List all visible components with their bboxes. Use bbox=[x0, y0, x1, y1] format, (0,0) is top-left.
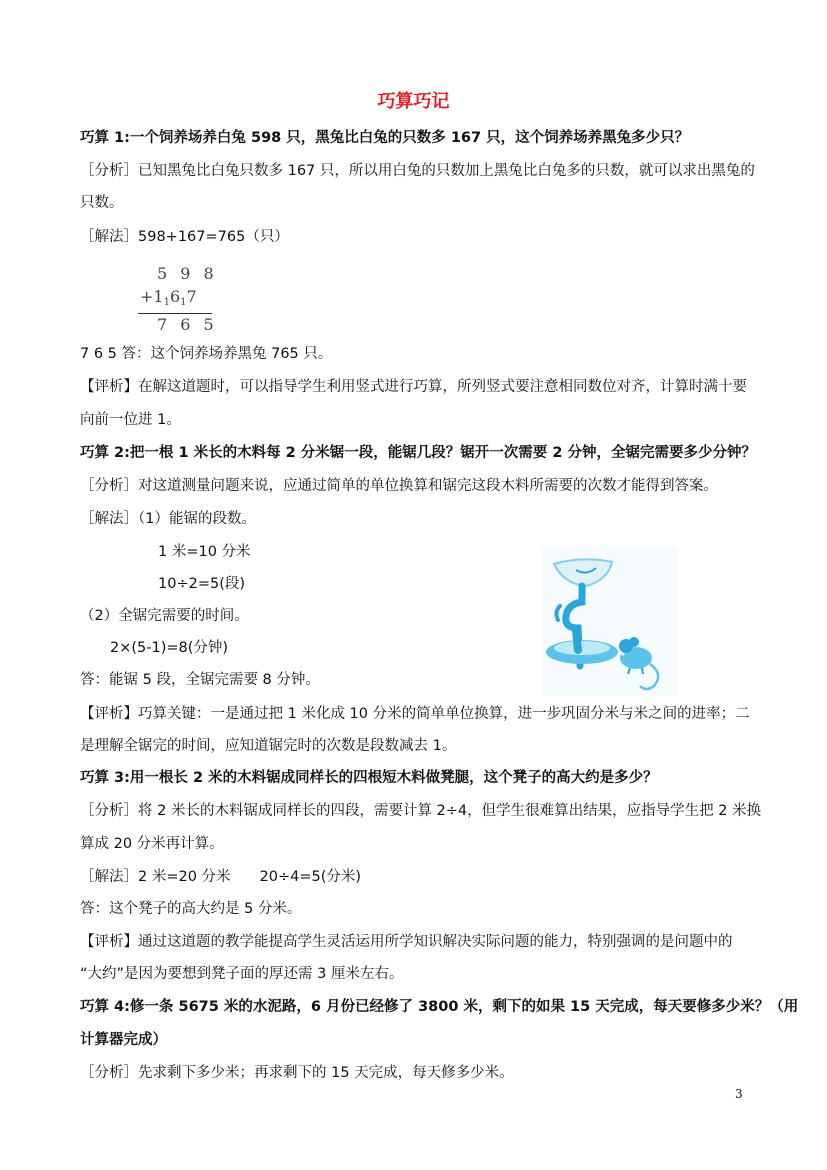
problem-2-line3: 2×(5-1)=8(分钟) bbox=[110, 640, 229, 656]
digit: 7 bbox=[186, 287, 197, 306]
vertical-row-1: 5 9 8 bbox=[157, 264, 218, 283]
problem-4-question-line2: 计算器完成） bbox=[80, 1032, 167, 1048]
problem-1-comment-line2: 向前一位进 1。 bbox=[80, 412, 181, 428]
carry-mark: 1 bbox=[163, 297, 170, 308]
vertical-row-2 bbox=[140, 287, 197, 308]
problem-2-comment-line2: 是理解全锯完的时间，应知道锯完时的次数是段数减去 1。 bbox=[80, 738, 457, 754]
problem-3-answer: 答：这个凳子的高大约是 5 分米。 bbox=[80, 901, 302, 917]
problem-3-analysis-line2: 算成 20 分米再计算。 bbox=[80, 836, 224, 852]
problem-2-line2: 10÷2=5(段) bbox=[158, 576, 246, 592]
sum-line bbox=[138, 313, 212, 314]
problem-1-analysis-line1: ［分析］已知黑兔比白兔只数多 167 只，所以用白兔的只数加上黑兔比白兔多的只数，就可以求出黑兔的 bbox=[80, 163, 755, 179]
page-number: 3 bbox=[735, 1087, 743, 1101]
problem-2-sub2: （2）全锯完需要的时间。 bbox=[80, 608, 249, 624]
problem-3-solution: ［解法］2 米=20 分米 20÷4=5(分米) bbox=[80, 869, 362, 885]
problem-1-question: 巧算 1:一个饲养场养白兔 598 只，黑兔比白兔的只数多 167 只，这个饲养场养黑兔多少只？ bbox=[80, 130, 690, 146]
digit: 1 bbox=[153, 287, 164, 306]
vertical-row-3: 7 6 5 bbox=[157, 315, 218, 334]
problem-2-line1: 1 米=10 分米 bbox=[158, 544, 251, 560]
problem-1-analysis-line2: 只数。 bbox=[80, 195, 124, 211]
problem-3-question: 巧算 3:用一根长 2 米的木料锯成同样长的四根短木料做凳腿，这个凳子的高大约是多少？ bbox=[80, 770, 658, 786]
problem-4-question-line1: 巧算 4:修一条 5675 米的水泥路，6 月份已经修了 3800 米，剩下的如果 15 天完成，每天要修多少米？（用 bbox=[80, 999, 799, 1015]
problem-2-answer: 答：能锯 5 段，全锯完需要 8 分钟。 bbox=[80, 672, 320, 688]
problem-3-comment-line1: 【评析】通过这道题的教学能提高学生灵活运用所学知识解决实际问题的能力，特别强调的是问题中的 bbox=[80, 934, 733, 950]
plus-sign: + bbox=[140, 287, 154, 306]
problem-2-comment-line1: 【评析】巧算关键：一是通过把 1 米化成 10 分米的简单单位换算，进一步巩固分米与米之间的进率；二 bbox=[80, 706, 750, 722]
problem-1-comment-line1: 【评析】在解这道题时，可以指导学生利用竖式进行巧算，所列竖式要注意相同数位对齐，计算时满十要 bbox=[80, 379, 747, 395]
problem-2-question: 巧算 2:把一根 1 米长的木料每 2 分米锯一段，能锯几段？锯开一次需要 2 分钟，全锯完需要多少分钟？ bbox=[80, 445, 756, 461]
carry-mark: 1 bbox=[180, 297, 187, 308]
cup-and-mouse-illustration bbox=[542, 546, 678, 696]
page-title: 巧算巧记 bbox=[377, 91, 450, 112]
digit: 6 bbox=[169, 287, 181, 306]
problem-1-solution: ［解法］598+167=765（只） bbox=[80, 229, 289, 245]
problem-2-solution: ［解法］（1）能锯的段数。 bbox=[80, 511, 256, 527]
problem-4-analysis: ［分析］先求剩下多少米；再求剩下的 15 天完成，每天修多少米。 bbox=[80, 1065, 514, 1081]
problem-3-analysis-line1: ［分析］将 2 米长的木料锯成同样长的四段，需要计算 2÷4，但学生很难算出结果，应指导学生把 2 米换 bbox=[80, 803, 762, 819]
problem-1-answer: 7 6 5 答：这个饲养场养黑兔 765 只。 bbox=[80, 346, 333, 362]
problem-2-analysis: ［分析］对这道测量问题来说，应通过简单的单位换算和锯完这段木料所需要的次数才能得到答案。 bbox=[80, 478, 718, 494]
problem-3-comment-line2: “大约”是因为要想到凳子面的厚还需 3 厘米左右。 bbox=[80, 966, 404, 982]
